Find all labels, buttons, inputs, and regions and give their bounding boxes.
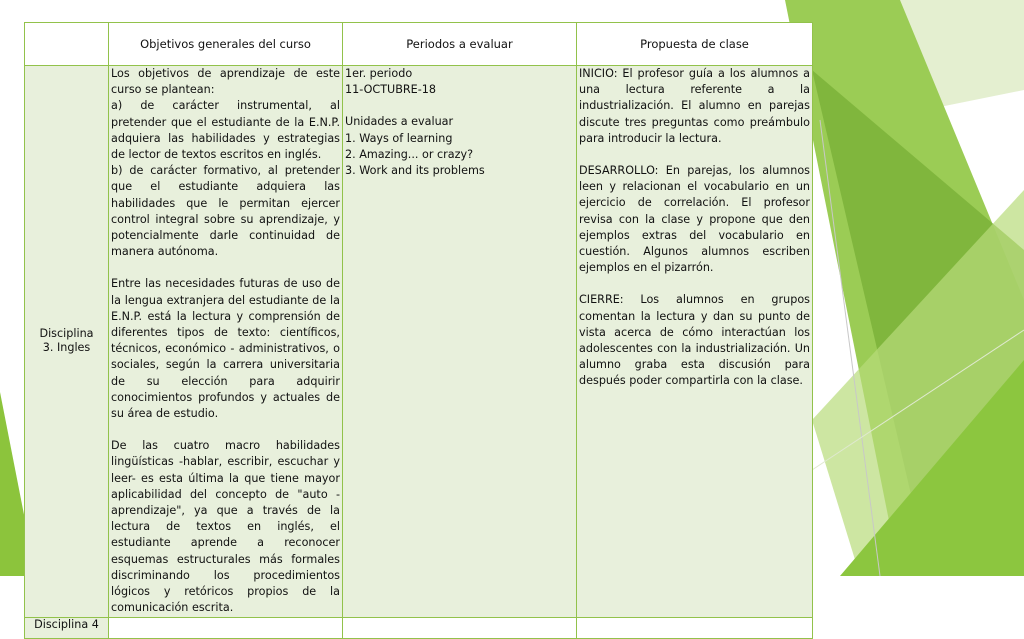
periodo-date: 11-OCTUBRE-18 (345, 83, 437, 97)
header-row (25, 23, 813, 66)
empty-cell (343, 617, 577, 638)
empty-cell (109, 617, 343, 638)
propuesta-inicio: INICIO: El profesor guía a los alumnos a una lectura referente a la industrialización. El alumno en parejas discute tres preguntas como preámbulo para introducir la lectura. (579, 67, 810, 145)
objetivos-p1: Los objetivos de aprendizaje de este curso se plantean: (111, 67, 340, 97)
row-label-disciplina-3: Disciplina 3. Ingles (25, 66, 109, 618)
table-row (25, 66, 813, 618)
units-title: Unidades a evaluar (345, 115, 454, 129)
objetivos-p4: Entre las necesidades futuras de uso de la lengua extranjera del estudiante de la E.N.P. está la lectura y comprensión de diferentes tipos de texto: científicos, técnicos, económico - administrativos, o sociales, según la carrera universitaria de su elección para adquirir conocimientos profundos y actuales de su área de estudio. (111, 277, 340, 421)
propuesta-desarrollo: DESARROLLO: En parejas, los alumnos leen y relacionan el vocabulario en un ejercicio de correlación. El profesor revisa con la clase y propone que den ejemplos extras del vocabulario en cuestión. Algunos alumnos escriben ejemplos en el pizarrón. (579, 164, 810, 275)
course-table (24, 22, 813, 639)
table-row (25, 617, 813, 638)
header-objetivos: Objetivos generales del curso (109, 23, 343, 66)
propuesta-cierre: CIERRE: Los alumnos en grupos comentan la lectura y dan su punto de vista acerca de cómo interactúan los adolescentes con la industrialización. Un alumno graba esta discusión para después poder compartirla con la clase. (579, 293, 810, 388)
periodos-cell (343, 66, 577, 618)
objetivos-p2: a) de carácter instrumental, al pretender que el estudiante de la E.N.P. adquiera las habilidades y estrategias de lector de textos escritos en inglés. (111, 99, 340, 162)
unit-3: 3. Work and its problems (345, 164, 485, 178)
unit-1: 1. Ways of learning (345, 131, 453, 145)
periodo-line1: 1er. periodo (345, 67, 413, 80)
unit-2: 2. Amazing... or crazy? (345, 147, 474, 161)
header-blank (25, 23, 109, 66)
objetivos-cell (109, 66, 343, 618)
empty-cell (577, 617, 813, 638)
row-label-disciplina-4: Disciplina 4 (25, 617, 109, 638)
propuesta-cell (577, 66, 813, 618)
objetivos-p3: b) de carácter formativo, al pretender que el estudiante adquiera las habilidades que le permitan ejercer control integral sobre su aprendizaje, y potencialmente darle continuidad de manera autónoma. (111, 164, 340, 259)
objetivos-p5: De las cuatro macro habilidades lingüísticas -hablar, escribir, escuchar y leer- es esta última la que tiene mayor aplicabilidad del concepto de "auto - aprendizaje", ya que a través de la lectura de textos en inglés, el estudiante aprende a reconocer esquemas estructurales más formales discriminando los procedimientos lógicos y retóricos propios de la comunicación escrita. (111, 439, 340, 615)
header-propuesta: Propuesta de clase (577, 23, 813, 66)
header-periodos: Periodos a evaluar (343, 23, 577, 66)
